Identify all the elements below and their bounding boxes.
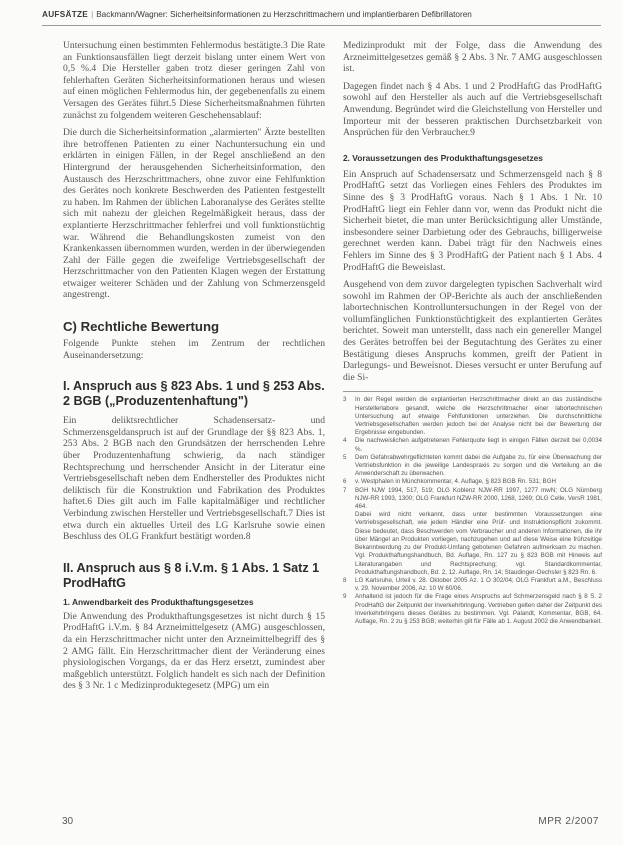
page-number: 30 — [62, 816, 74, 827]
footnote-rule — [343, 391, 593, 392]
section-heading-c: C) Rechtliche Bewertung — [63, 319, 220, 335]
footnote: 8 LG Karlsruhe, Urteil v. 28. Oktober 2005 Az. 1 O 302/04; OLG Frankfurt a.M., Beschluss v. 29. November 2006, Az. 10 W 60/06. — [343, 576, 602, 593]
footnote: 5 Dem Gefahrabwehrgeflichteten kommt dabei die Aufgabe zu, für eine Überwachung der Vertriebsfunktion in die jeweilige Landespraxis zu sorgen und die Verteilung an die Anwenderschaft zu überwachen. — [343, 453, 602, 478]
footnote: Dabei wird nicht verkannt, dass unter bestimmten Voraussetzungen eine Vertriebsgesellschaft, wie jedem Händler eine Prüf- und Instruktionspflicht zukommt. Diese bedeutet, dass Beschwerden vom Verbraucher und anderen Informationen, die ihr über Mängel an Produkten vorliegen, nachzugehen und auf diese Weise eine frühzeitige Bekanntwerdung zu der Produkt-Umfang gebotenen Gefahren aufmerksam zu machen. Vgl. Produkthaftungshandbuch, Bd. Auflage, Rn. 127 zu § 823 BGB mit Hinweis auf Literaturangaben und Rechtsprechung; vgl. Standardkommentar, Produkthaftungshandbuch, Bd. 2, 12. Auflage, Rn. 14; Staudinger-Oechsler § 823 Rn. 6. — [355, 511, 602, 576]
left-paragraph-3: Folgende Punkte stehen im Zentrum der rechtlichen Auseinandersetzung: — [63, 338, 325, 361]
subheading-anspruch-823: I. Anspruch aus § 823 Abs. 1 und § 253 Abs. 2 BGB („Produzentenhaftung") — [63, 379, 325, 409]
left-paragraph-4: Ein deliktsrechtlicher Schadensersatz- und Schmerzensgeldanspruch ist auf der Grundlage der §§ 823 Abs. 1, 253 Abs. 2 BGB nach den Grundsätzen der herrschenden Lehre über Produzentenhaftung schwierig, da nach ständiger Rechtsprechung und herrschender Ansicht in der Literatur eine Vertriebsgesellschaft neben dem Endhersteller des Produktes nicht deliktisch für die Konstruktion und Fabrikation des Produktes haftet.6 Dies gilt auch im Falle kapitalmäßiger und rechtlicher Verbindung zwischen Hersteller und Vertriebsgesellschaft.7 Dies ist etwa durch ein aktuelles Urteil des LG Karlsruhe sowie einen Beschluss des OLG Frankfurt bestätigt worden.8 — [63, 415, 325, 543]
heading-anwendbarkeit: 1. Anwendbarkeit des Produkthaftungsgesetzes — [63, 596, 254, 607]
header-section: AUFSÄTZE — [42, 10, 89, 19]
left-paragraph-2: Die durch die Sicherheitsinformation „alarmierten" Ärzte bestellten ihre betroffenen Patienten zu einer Nachuntersuchung ein und erklärten in einigen Fällen, in der Regel anschließend an den Hintergrund der herausgehenden Sicherheitsinformation, den Austausch des Herzschrittmachers, ohne zuvor eine Fehlfunktion des Gerätes noch konkrete Beschwerden des Patienten festgestellt zu haben. Im Rahmen der üblichen Laboranalyse des Gerätes stellte sich mit nahezu der gleichen Regelmäßigkeit heraus, dass der explantierte Herzschrittmacher fehlerfrei und voll funktionstüchtig war. Während die Behandlungskosten zumeist von den Krankenkassen übernommen wurden, werden in der überwiegenden Zahl der Fälle gegen die zweifelige Vertriebsgesellschaft der Herzschrittmacher von den Patienten Klagen wegen der Erstattung etwaiger weiterer Schäden und der Zahlung von Schmerzensgeld angestrengt. — [63, 127, 325, 301]
heading-voraussetzungen: 2. Voraussetzungen des Produkthaftungsgesetzes — [343, 152, 543, 163]
page-header — [42, 10, 602, 26]
right-paragraph-2: Dagegen findet nach § 4 Abs. 1 und 2 ProdHaftG das ProdHaftG sowohl auf den Hersteller als auch auf die Vertriebsgesellschaft Anwendung. Begründet wird die Gleichstellung von Hersteller und Importeur mit der besseren praktischen Durchsetzbarkeit von Ansprüchen für den Verbraucher.9 — [343, 80, 602, 139]
footnote: 3 In der Regel werden die explantierten Herzschrittmacher direkt an das zuständische Herstellerlabore gesandt, welche die Herzschrittmacher einer labortechnischen Untersuchung auf etwaige Fehlfunktionen unterziehen. Die durchschnittliche Vertriebsgesellschaften werden jedoch bei der Analyse nicht bei der Bewertung der Ergebnisse eingebunden. — [343, 396, 602, 437]
left-paragraph-5: Die Anwendung des Produkthaftungsgesetzes ist nicht durch § 15 ProdHaftG i.V.m. § 84 Arzneimittelgesetz (AMG) ausgeschlossen, da ein Herzschrittmacher nicht unter den Arzneimittelbegriff des § 2 AMG fällt. Ein Herzschrittmacher dient der Veränderung eines physiologischen Vorgangs, da er das Herz ersetzt, zumindest aber maßgeblich unterstützt. Folglich handelt es sich nach der Definition des § 3 Nr. 1 c Medizinproduktegesetz (MPG) um ein — [63, 610, 325, 692]
footnote: 7 BGH NJW 1994, 517, 519; OLG Koblenz NJW-RR 1997, 1277 mwN; OLG Nürnberg NJW-RR 1993, 1300; OLG Frankfurt NZW-RR 2000, 1268, 1269; OLG Celle, VersR 1981, 464. — [343, 486, 602, 511]
header-title: Backmann/Wagner: Sicherheitsinformationen zu Herzschrittmachern und implantierbaren Defibrillatoren — [96, 10, 472, 19]
footnote: 6 v. Westphalen in Münchkommentar, 4. Auflage, § 823 BGB Rn. 531; BGH — [343, 478, 556, 486]
right-paragraph-1: Medizinprodukt mit der Folge, dass die Anwendung des Arzneimittelgesetzes gemäß § 2 Abs. 3 Nr. 7 AMG ausgeschlossen ist. — [343, 40, 602, 75]
footnotes-list — [343, 396, 602, 626]
journal-issue: MPR 2/2007 — [538, 816, 599, 827]
subheading-anspruch-prodhaftg: II. Anspruch aus § 8 i.V.m. § 1 Abs. 1 Satz 1 ProdHaftG — [63, 560, 320, 590]
right-column — [343, 40, 602, 626]
footnote: 9 Anhaltend ist jedoch für die Frage eines Anspruchs auf Schmerzensgeld nach § 8 S. 2 ProdHaftG der Zeitpunkt der Inverkehrbringung. Vertrieben gelten daher der Zeitpunkt des Inverkehrbringens dieses Gerätes zu bestimmen. Vgl. Palandt, Kommentar, BGB, 64. Auflage, Rn. 2 zu § 253 BGB; weiterhin gilt für Fälle ab 1. August 2002 die Anwendbarkeit. — [343, 593, 602, 625]
header-rule — [42, 25, 601, 26]
footnote: 4 Die nachweislichen aufgetretenen Fehlerquote liegt in einigen Fällen derzeit bei 0,0034 %. — [343, 437, 602, 453]
right-paragraph-3: Ein Anspruch auf Schadensersatz und Schmerzensgeld nach § 8 ProdHaftG setzt das Vorliegen eines Fehlers des Produktes im Sinne des § 3 ProdHaftG voraus. Nach § 1 Abs. 1 Nr. 10 ProdHaftG liegt ein Fehler dann vor, wenn das Produkt nicht die Sicherheit bietet, die man unter Berücksichtigung aller Umstände, insbesondere seiner Darbietung oder des Gebrauchs, billigerweise gerechnet werden kann. Dabei trägt für den Nachweis eines Fehlers im Sinne des § 3 ProdHaftG der Patient nach § 1 Abs. 4 ProdHaftG die Beweislast. — [343, 168, 602, 273]
left-paragraph-1: Untersuchung einen bestimmten Fehlermodus bestätigte.3 Die Rate an Funktionsausfällen liegt derzeit bislang unter einem Wert von 0,5 %.4 Die Hersteller gaben trotz dieser geringen Zahl von fehlerhaften Geräten Sicherheitsinformationen heraus und wiesen auf einen möglichen Fehlermodus hin, der gegebenenfalls zu einem Versagen des Gerätes führt.5 Diese Sicherheitsmaßnahmen führten zunächst zu folgendem weiteren Geschehensablauf: — [63, 40, 325, 121]
right-paragraph-4: Ausgehend von dem zuvor dargelegten typischen Sachverhalt wird sowohl im Rahmen der OP-Berichte als auch der anschließenden labortechnischen Kontrolluntersuchungen in der Regel von der vollumfänglichen Funktionstüchtigkeit des explantierten Gerätes berichtet. Soweit man unterstellt, dass nach ein genereller Mangel des Gerätes betroffen bei der Begutachtung des Gerätes zu einer Bestätigung dieses Anspruchs kommen, greift der Patient in Darlegungs- und Beweisnot. Dieses versucht er unter Berufung auf die Si- — [343, 279, 602, 383]
header-divider: | — [91, 10, 94, 19]
left-column — [63, 40, 325, 692]
